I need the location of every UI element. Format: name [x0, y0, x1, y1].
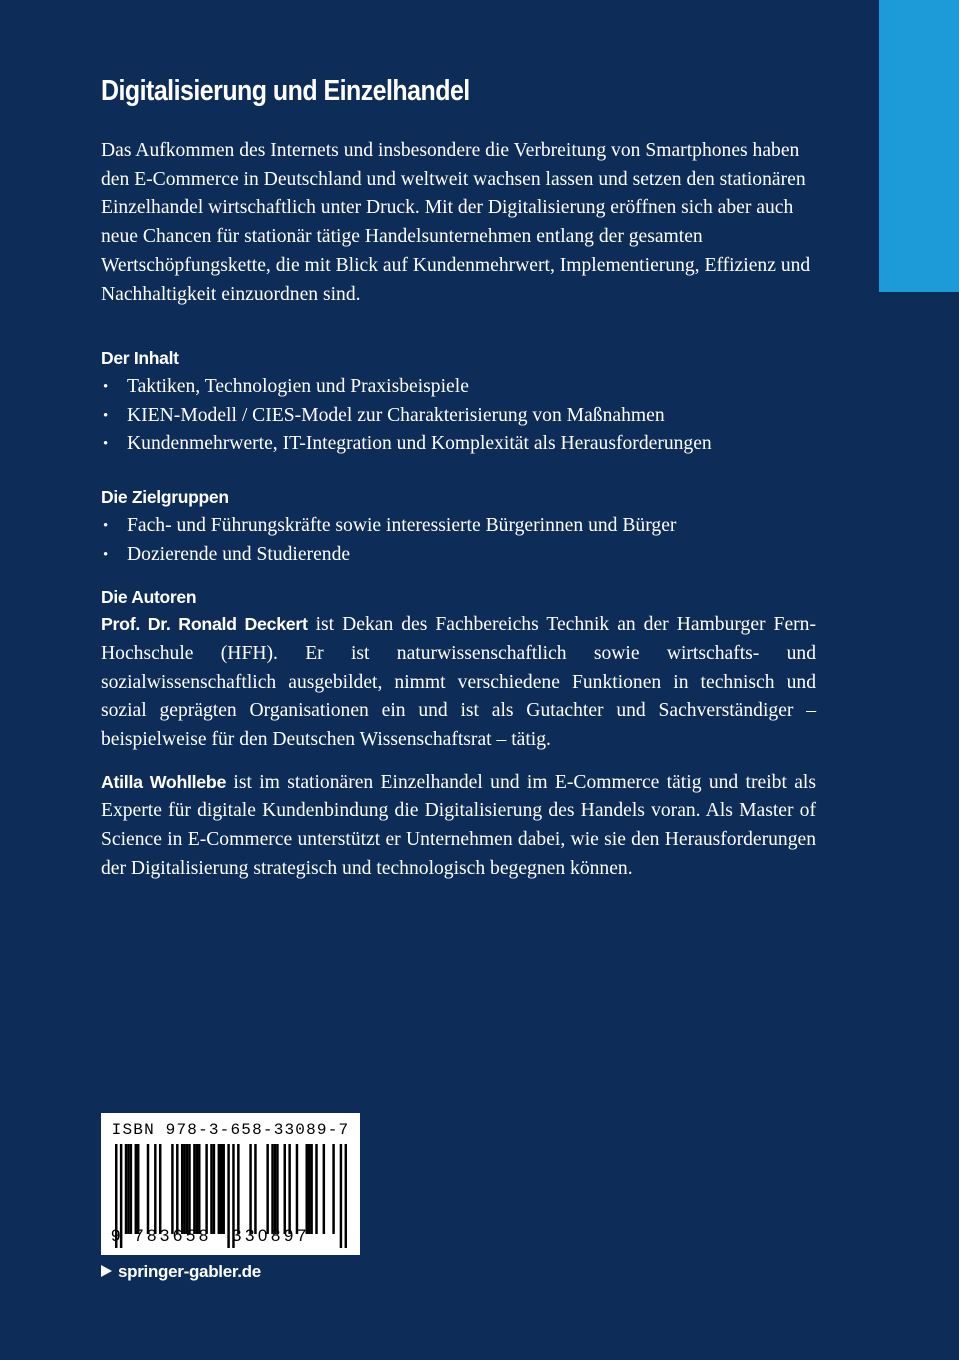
barcode-bar: [323, 1144, 325, 1234]
barcode-bar: [266, 1144, 268, 1234]
barcode-bar: [196, 1144, 198, 1234]
barcode-bar: [130, 1144, 132, 1234]
list-item: • Fach- und Führungskräfte sowie interessierte Bürgerinnen und Bürger: [101, 512, 816, 541]
barcode-bar: [171, 1144, 173, 1234]
barcode-guard-bar: [345, 1144, 347, 1248]
barcode-bar: [137, 1144, 139, 1234]
barcode-bar: [186, 1144, 188, 1234]
barcode-bar: [254, 1144, 256, 1234]
barcode-bar: [125, 1144, 127, 1234]
author-name: Atilla Wohllebe: [101, 771, 227, 792]
barcode-bar: [127, 1144, 129, 1234]
barcode-bar: [147, 1144, 149, 1234]
barcode-bar: [315, 1144, 317, 1234]
barcode-bar: [183, 1144, 185, 1234]
barcode-bar: [176, 1144, 178, 1234]
barcode-bar: [310, 1144, 312, 1234]
barcode-bar: [135, 1144, 137, 1234]
barcode-bar: [154, 1144, 156, 1234]
target-groups-heading: Die Zielgruppen: [101, 487, 229, 507]
publisher-link[interactable]: [101, 1262, 261, 1282]
barcode-bar: [237, 1144, 239, 1234]
list-item: • Taktiken, Technologien und Praxisbeispiele: [101, 373, 816, 402]
barcode-guard-bar: [340, 1144, 342, 1248]
barcode-bar: [218, 1144, 220, 1234]
barcode-bar: [276, 1144, 278, 1234]
barcode-bar: [249, 1144, 251, 1234]
barcode-bar: [188, 1144, 190, 1234]
publisher-label: springer-gabler.de: [118, 1262, 261, 1281]
contents-heading: Der Inhalt: [101, 348, 179, 369]
author-name: Prof. Dr. Ronald Deckert: [101, 614, 308, 635]
intro-text: Das Aufkommen des Internets und insbesondere die Verbreitung von Smartphones haben den E-Commerce in Deutschland und weltweit wachsen lassen und setzen den stationären Einzelhandel wirtschaftlich unter Druck. Mit der Digitalisierung eröffnen sich aber auch neue Chancen für stationär tätige Handelsunternehmen entlang der gesamten Wertschöpfungskette, die mit Blick auf Kundenmehrwert, Implementierung, Effizienz und Nachhaltigkeit einzuordnen sind.: [101, 140, 811, 305]
barcode-bar: [332, 1144, 334, 1234]
barcode-bar: [305, 1144, 307, 1234]
barcode-bar: [210, 1144, 212, 1234]
arrow-right-icon: [101, 1265, 112, 1277]
back-cover-content: [101, 73, 816, 884]
barcode-bar: [193, 1144, 195, 1234]
isbn-digit-first: 9: [111, 1226, 121, 1245]
barcode-bar: [284, 1144, 286, 1234]
barcode-bar: [288, 1144, 290, 1234]
barcode-bar: [308, 1144, 310, 1234]
list-item: • Dozierende und Studierende: [101, 541, 816, 570]
isbn-label: ISBN 978-3-658-33089-7: [111, 1121, 350, 1139]
barcode-bar: [205, 1144, 207, 1234]
barcode-bar: [159, 1144, 161, 1234]
author-bio-text: ist Dekan des Fachbereichs Technik an der Hamburger Fern-Hochschule (HFH). Er ist naturwissenschaftlich sowie wirtschafts- und sozialwissenschaftlich ausgebildet, nimmt verschiedene Funktionen in technisch und sozial geprägten Organisationen ein und ist als Gutachter und Sachverständiger – beispielweise für den Deutschen Wissenschaftsrat – tätig.: [101, 614, 816, 750]
isbn-digits-right: 330897: [232, 1226, 310, 1245]
target-groups-list: [101, 512, 816, 569]
list-item: • Kundenmehrwerte, IT-Integration und Komplexität als Herausforderungen: [101, 430, 816, 459]
isbn-digits-left: 783658: [134, 1226, 212, 1245]
book-title: Digitalisierung und Einzelhandel: [101, 75, 470, 107]
list-item: • KIEN-Modell / CIES-Model zur Charakterisierung von Maßnahmen: [101, 402, 816, 431]
author-bio-text: ist im stationären Einzelhandel und im E-Commerce tätig und treibt als Experte für digitale Kundenbindung die Digitalisierung des Handels voran. Als Master of Science in E-Commerce unterstützt er Unternehmen dabei, wie sie den Herausforderungen der Digitalisierung strategisch und technologisch begegnen können.: [101, 771, 816, 879]
contents-list: [101, 373, 816, 459]
accent-bar: [879, 0, 959, 292]
barcode-bar: [274, 1144, 276, 1234]
barcode-bar: [296, 1144, 298, 1234]
isbn-barcode: [101, 1113, 360, 1255]
author-bio-wohllebe: [101, 768, 816, 884]
barcode-guard-bar: [227, 1144, 229, 1248]
barcode-bar: [198, 1144, 200, 1234]
author-bio-deckert: [101, 610, 816, 755]
barcode-bar: [213, 1144, 215, 1234]
authors-heading: Die Autoren: [101, 587, 197, 608]
barcode-bar: [271, 1144, 273, 1234]
barcode-bar: [222, 1144, 224, 1234]
barcode-bar: [220, 1144, 222, 1234]
barcode-bar: [181, 1144, 183, 1234]
